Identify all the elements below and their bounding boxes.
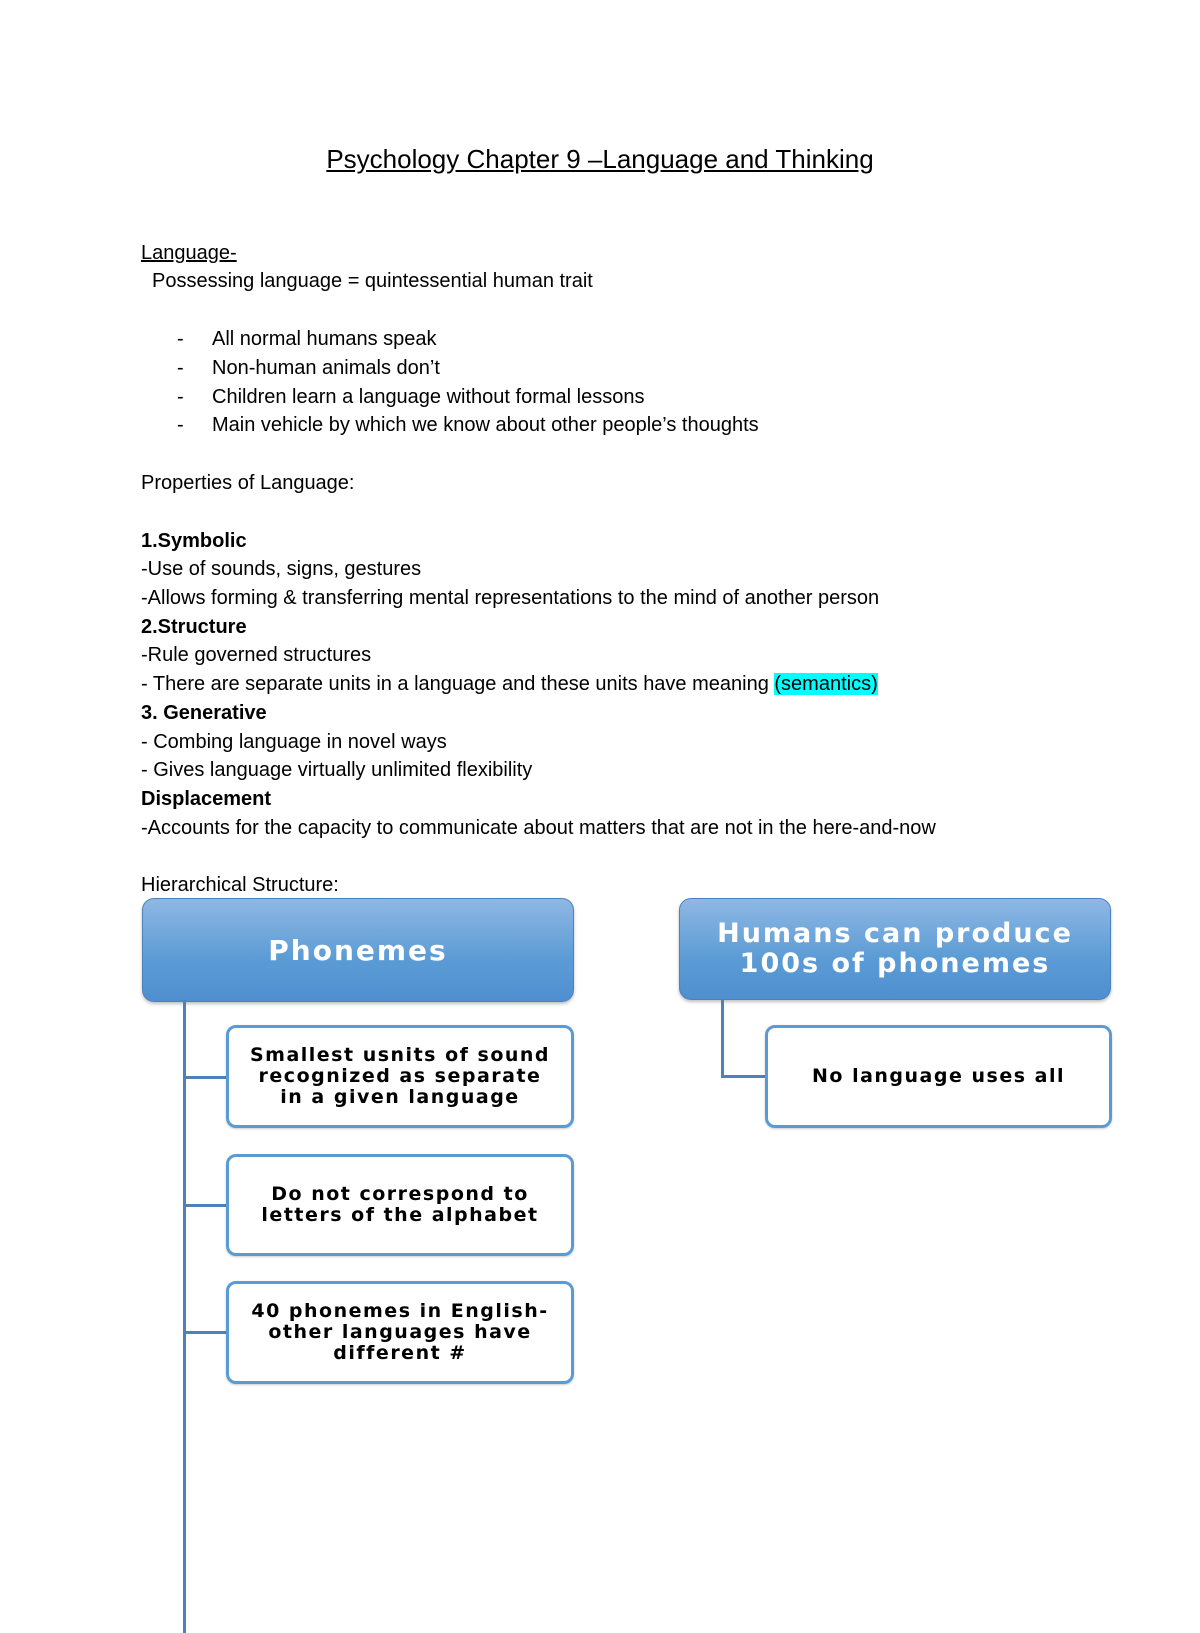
displacement-heading: Displacement — [141, 788, 272, 810]
list-item: Children learn a language without formal lessons — [212, 386, 645, 408]
bullet-marker: - — [177, 357, 184, 379]
phonemes-child-box: Smallest usnits of sound recognized as separate in a given language — [226, 1025, 574, 1128]
symbolic-heading: 1.Symbolic — [141, 530, 247, 552]
structure-line-semantics — [141, 671, 878, 697]
generative-heading: 3. Generative — [141, 702, 267, 724]
hierarchy-heading: Hierarchical Structure: — [141, 874, 339, 896]
bullet-marker: - — [177, 328, 184, 350]
no-language-box: No language uses all — [765, 1025, 1112, 1128]
displacement-line: -Accounts for the capacity to communicate about matters that are not in the here-and-now — [141, 817, 936, 839]
phonemes-child-box: 40 phonemes in English- other languages have different # — [226, 1281, 574, 1384]
properties-heading: Properties of Language: — [141, 472, 355, 494]
generative-line: - Gives language virtually unlimited flexibility — [141, 759, 533, 781]
list-item: Non-human animals don’t — [212, 357, 440, 379]
phonemes-header: Phonemes — [142, 898, 574, 1002]
phonemes-child-box: Do not correspond to letters of the alphabet — [226, 1154, 574, 1256]
structure-heading: 2.Structure — [141, 616, 247, 638]
language-heading: Language- — [141, 242, 237, 264]
connector-line — [183, 1076, 227, 1079]
bullet-marker: - — [177, 414, 184, 436]
page-title: Psychology Chapter 9 –Language and Thinking — [326, 144, 874, 174]
language-intro: Possessing language = quintessential human trait — [152, 270, 593, 292]
structure-line-text: - There are separate units in a language and these units have meaning — [141, 673, 775, 695]
list-item: All normal humans speak — [212, 328, 437, 350]
structure-line: -Rule governed structures — [141, 644, 372, 666]
connector-line — [721, 1000, 724, 1078]
semantics-highlight: (semantics) — [774, 673, 878, 695]
bullet-marker: - — [177, 386, 184, 408]
symbolic-line: -Use of sounds, signs, gestures — [141, 558, 422, 580]
symbolic-line: -Allows forming & transferring mental representations to the mind of another person — [141, 587, 880, 609]
humans-phonemes-header: Humans can produce 100s of phonemes — [679, 898, 1111, 1000]
connector-line — [183, 1331, 227, 1334]
connector-line — [721, 1075, 766, 1078]
generative-line: - Combing language in novel ways — [141, 731, 447, 753]
connector-line — [183, 1000, 186, 1633]
list-item: Main vehicle by which we know about other people’s thoughts — [212, 414, 759, 436]
connector-line — [183, 1204, 227, 1207]
